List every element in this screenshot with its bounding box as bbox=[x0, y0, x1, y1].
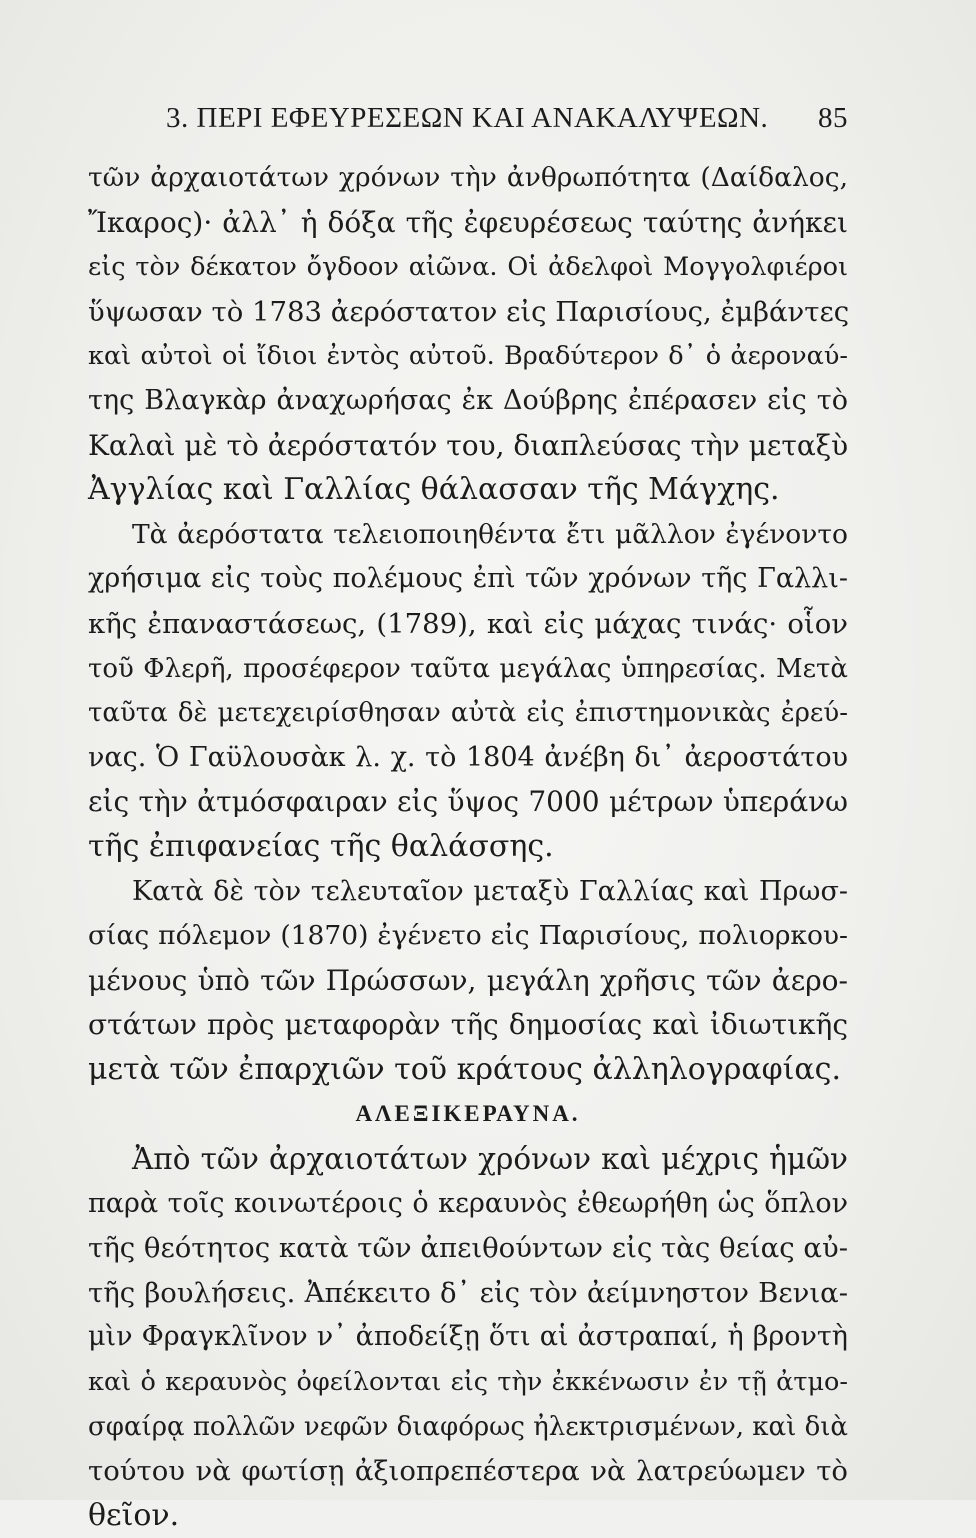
book-page bbox=[88, 92, 848, 1538]
chapter-title: 3. ΠΕΡΙ ΕΦΕΥΡΕΣΕΩΝ ΚΑΙ ΑΝΑΚΑΛΥΨΕΩΝ. bbox=[166, 101, 769, 134]
text-line: εἰς τὸν δέκατον ὄγδοον αἰῶνα. Οἱ ἀδελφοὶ Μογγολφιέροι bbox=[88, 252, 848, 283]
text-line: σφαίρᾳ πολλῶν νεφῶν διαφόρως ἠλεκτρισμένων, καὶ διὰ bbox=[88, 1411, 848, 1442]
text-line: καὶ ὁ κεραυνὸς ὀφείλονται εἰς τὴν ἐκκένωσιν ἐν τῇ ἀτμο- bbox=[88, 1367, 848, 1398]
text-line: ὕψωσαν τὸ 1783 ἀερόστατον εἰς Παρισίους, ἐμβάντες bbox=[88, 295, 850, 328]
text-line: μετὰ τῶν ἐπαρχιῶν τοῦ κράτους ἀλληλογραφίας. bbox=[88, 1051, 841, 1087]
text-line: της Βλαγκὰρ ἀναχωρήσας ἐκ Δούβρης ἐπέρασεν εἰς τὸ bbox=[88, 384, 848, 416]
text-line: εἰς τὴν ἀτμόσφαιραν εἰς ὕψος 7000 μέτρων ὑπεράνω bbox=[88, 785, 848, 819]
text-line: τῆς ἐπιφανείας τῆς θαλάσσης. bbox=[88, 828, 554, 864]
text-line: Ἀγγλίας καὶ Γαλλίας θάλασσαν τῆς Μάγχης. bbox=[88, 472, 780, 508]
text-line: Ἀπὸ τῶν ἀρχαιοτάτων χρόνων καὶ μέχρις ἡμῶν bbox=[132, 1142, 848, 1177]
text-line: παρὰ τοῖς κοινωτέροις ὁ κεραυνὸς ἐθεωρήθη ὡς ὅπλον bbox=[88, 1187, 848, 1219]
text-line: στάτων πρὸς μεταφορὰν τῆς δημοσίας καὶ ἰδιωτικῆς bbox=[88, 1008, 848, 1042]
text-line: μὶν Φραγκλῖνον ν᾽ ἀποδείξῃ ὅτι αἱ ἀστραπαί, ἡ βροντὴ bbox=[88, 1321, 848, 1353]
text-line: τῆς θεότητος κατὰ τῶν ἀπειθούντων εἰς τὰς θείας αὐ- bbox=[88, 1232, 848, 1265]
text-line: Κατὰ δὲ τὸν τελευταῖον μεταξὺ Γαλλίας καὶ Πρωσ- bbox=[132, 875, 848, 907]
text-line: Τὰ ἀερόστατα τελειοποιηθέντα ἔτι μᾶλλον ἐγένοντο bbox=[132, 518, 848, 550]
running-head bbox=[166, 92, 848, 144]
text-line: Καλαὶ μὲ τὸ ἀερόστατόν του, διαπλεύσας τὴν μεταξὺ bbox=[88, 428, 849, 462]
section-heading: ΑΛΕΞΙΚΕΡΑΥΝΑ. bbox=[355, 1101, 581, 1127]
text-line: χρήσιμα εἰς τοὺς πολέμους ἐπὶ τῶν χρόνων τῆς Γαλλι- bbox=[88, 563, 848, 595]
text-line: νας. Ὁ Γαϋλουσὰκ λ. χ. τὸ 1804 ἀνέβη δι᾽ ἀεροστάτου bbox=[88, 741, 848, 773]
text-line: τοῦ Φλερῆ, προσέφερον ταῦτα μεγάλας ὑπηρεσίας. Μετὰ bbox=[88, 653, 848, 684]
text-line: τούτου νὰ φωτίσῃ ἀξιοπρεπέστερα νὰ λατρεύωμεν τὸ bbox=[88, 1455, 848, 1488]
text-line: τῆς βουλήσεις. Ἀπέκειτο δ᾽ εἰς τὸν ἀείμνηστον Βενια- bbox=[88, 1276, 848, 1309]
body-text bbox=[88, 156, 848, 1538]
text-line: καὶ αὐτοὶ οἱ ἴδιοι ἐντὸς αὐτοῦ. Βραδύτερον δ᾽ ὁ ἀεροναύ- bbox=[88, 341, 848, 372]
text-line: μένους ὑπὸ τῶν Πρώσσων, μεγάλη χρῆσις τῶν ἀερο- bbox=[88, 963, 848, 997]
text-line: τῶν ἀρχαιοτάτων χρόνων τὴν ἀνθρωπότητα (Δαίδαλος, bbox=[88, 162, 848, 193]
text-line: ταῦτα δὲ μετεχειρίσθησαν αὐτὰ εἰς ἐπιστημονικὰς ἐρεύ- bbox=[88, 698, 848, 729]
text-line: σίας πόλεμον (1870) ἐγένετο εἰς Παρισίους, πολιορκου- bbox=[88, 920, 848, 952]
text-line: κῆς ἐπαναστάσεως, (1789), καὶ εἰς μάχας τινάς· οἷον bbox=[88, 607, 848, 640]
text-line: Ἴκαρος)· ἀλλ᾽ ἡ δόξα τῆς ἐφευρέσεως ταύτης ἀνήκει bbox=[88, 205, 848, 239]
page-number: 85 bbox=[818, 101, 848, 134]
text-line: θεῖον. bbox=[88, 1497, 180, 1533]
